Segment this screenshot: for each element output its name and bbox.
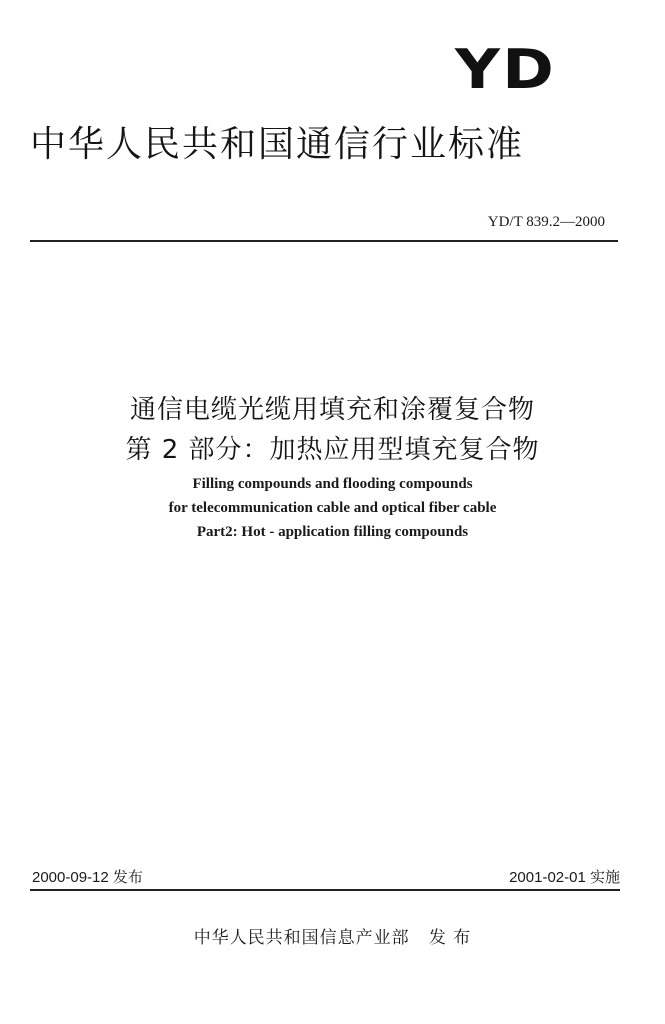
chinese-title-line-2: 第 2 部分：加热应用型填充复合物 (125, 435, 540, 465)
chinese-title-line-1: 通信电缆光缆用填充和涂覆复合物 (129, 395, 535, 425)
standard-number: YD/T 839.2—2000 (487, 214, 605, 230)
english-title-line-1: Filling compounds and flooding compounds (192, 476, 473, 492)
publisher: 中华人民共和国信息产业部 发 布 (193, 928, 472, 948)
footer-divider (30, 889, 620, 891)
standard-category-title: 中华人民共和国通信行业标准 (30, 124, 525, 165)
english-title-line-2: for telecommunication cable and optical fiber cable (168, 500, 497, 516)
yd-logo: YD (455, 38, 557, 101)
implementation-date: 2001-02-01 实施 (509, 869, 620, 886)
issue-date: 2000-09-12 发布 (32, 869, 143, 886)
english-title-line-3: Part2: Hot - application filling compounds (196, 524, 469, 540)
header-divider (30, 240, 618, 242)
